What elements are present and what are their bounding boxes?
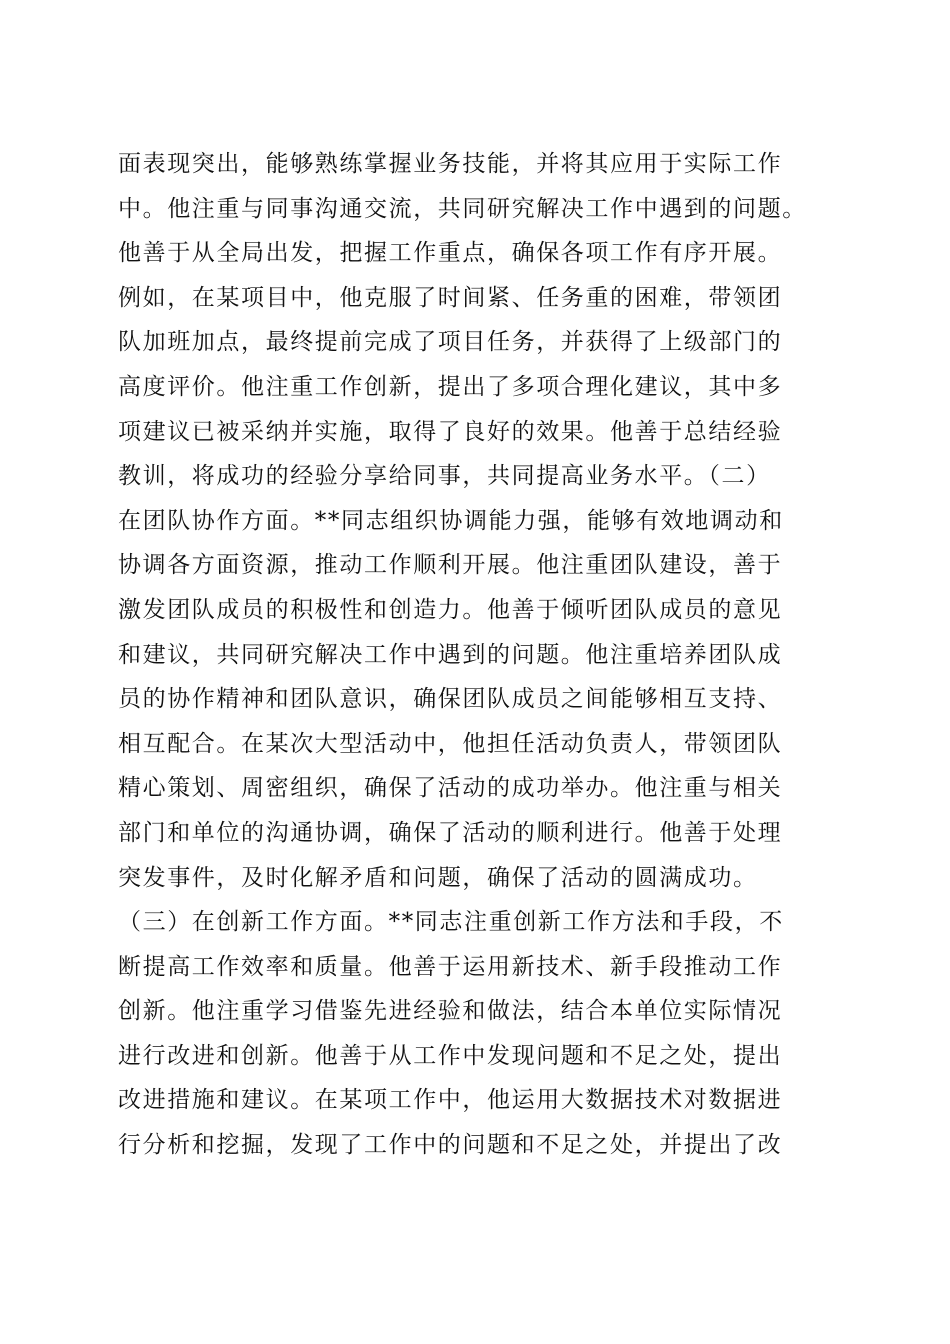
text-line: 项建议已被采纳并实施，取得了良好的效果。他善于总结经验 xyxy=(118,418,783,445)
text-line: 改进措施和建议。在某项工作中，他运用大数据技术对数据进 xyxy=(118,1087,783,1114)
text-line: 创新。他注重学习借鉴先进经验和做法，结合本单位实际情况 xyxy=(118,998,783,1025)
text-line: 队加班加点，最终提前完成了项目任务，并获得了上级部门的 xyxy=(118,329,783,356)
text-line: 激发团队成员的积极性和创造力。他善于倾听团队成员的意见 xyxy=(118,596,783,623)
text-line: 高度评价。他注重工作创新，提出了多项合理化建议，其中多 xyxy=(118,373,783,400)
text-line: 精心策划、周密组织，确保了活动的成功举办。他注重与相关 xyxy=(118,775,783,802)
text-line: 中。他注重与同事沟通交流，共同研究解决工作中遇到的问题。 xyxy=(118,195,807,222)
text-line: 在团队协作方面。**同志组织协调能力强，能够有效地调动和 xyxy=(118,507,784,534)
text-line: 行分析和挖掘，发现了工作中的问题和不足之处，并提出了改 xyxy=(118,1132,783,1159)
text-line: （三）在创新工作方面。**同志注重创新工作方法和手段，不 xyxy=(118,909,784,936)
text-line: 断提高工作效率和质量。他善于运用新技术、新手段推动工作 xyxy=(118,953,783,980)
body-text xyxy=(118,142,838,1168)
text-line: 例如，在某项目中，他克服了时间紧、任务重的困难，带领团 xyxy=(118,284,783,311)
text-line: 协调各方面资源，推动工作顺利开展。他注重团队建设，善于 xyxy=(118,552,783,579)
text-line: 教训，将成功的经验分享给同事，共同提高业务水平。（二） xyxy=(118,463,771,490)
text-line: 相互配合。在某次大型活动中，他担任活动负责人，带领团队 xyxy=(118,730,783,757)
text-line: 突发事件，及时化解矛盾和问题，确保了活动的圆满成功。 xyxy=(118,864,758,891)
text-line: 面表现突出，能够熟练掌握业务技能，并将其应用于实际工作 xyxy=(118,151,783,177)
text-line: 部门和单位的沟通协调，确保了活动的顺利进行。他善于处理 xyxy=(118,819,783,846)
text-line: 进行改进和创新。他善于从工作中发现问题和不足之处，提出 xyxy=(118,1042,783,1069)
text-line: 他善于从全局出发，把握工作重点，确保各项工作有序开展。 xyxy=(118,240,783,267)
text-line: 员的协作精神和团队意识，确保团队成员之间能够相互支持、 xyxy=(118,686,783,713)
text-line: 和建议，共同研究解决工作中遇到的问题。他注重培养团队成 xyxy=(118,641,783,668)
